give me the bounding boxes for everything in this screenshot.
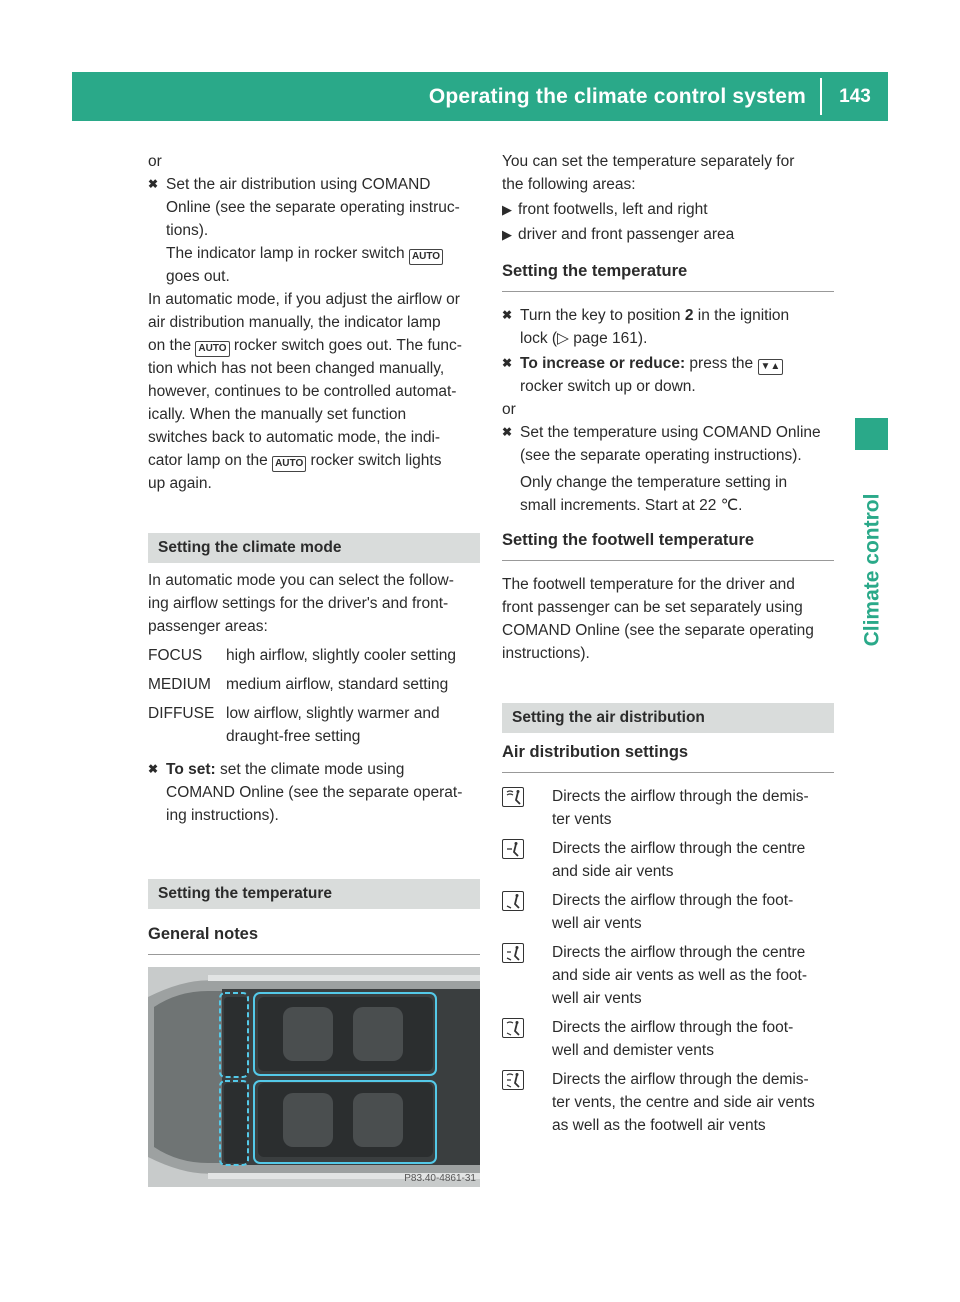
subheading-general-notes: General notes	[148, 923, 480, 955]
chapter-side-label: Climate control	[860, 493, 884, 647]
air-distribution-row: Directs the airflow through the demis- ter vents, the centre and side air vents as well as the footwell air vents	[502, 1068, 834, 1137]
step-increase-reduce: ✖ To increase or reduce: press the ▼▲ rocker switch up or down.	[502, 352, 834, 398]
step-arrow-icon: ✖	[148, 177, 159, 191]
chapter-tab-marker	[855, 418, 888, 450]
auto-symbol-icon: AUTO	[195, 341, 229, 357]
page-number: 143	[839, 86, 871, 107]
list-item: ▶ driver and front passenger area	[502, 223, 834, 246]
air-distribution-row: Directs the airflow through the centre and side air vents as well as the foot- well air vents	[502, 941, 834, 1010]
centre-footwell-icon	[502, 943, 524, 963]
bullet-icon: ▶	[502, 202, 512, 217]
mode-row-medium: MEDIUM medium airflow, standard setting	[148, 676, 449, 693]
climate-mode-intro: In automatic mode you can select the follow- ing airflow settings for the driver's and front- passenger areas:	[148, 572, 454, 635]
page-header	[72, 72, 888, 121]
section-banner-climate-mode: Setting the climate mode	[148, 533, 480, 563]
air-distribution-row: Directs the airflow through the demis- ter vents	[502, 785, 834, 831]
or-text: or	[502, 401, 516, 418]
step-arrow-icon: ✖	[502, 308, 513, 322]
step-turn-key: ✖ Turn the key to position 2 in the ignition lock (▷ page 161).	[502, 304, 834, 350]
demister-icon	[502, 787, 524, 807]
step-to-set: ✖ To set: set the climate mode using COMAND Online (see the separate operat- ing instructions).	[148, 758, 480, 827]
auto-symbol-icon: AUTO	[272, 456, 306, 472]
footwell-icon	[502, 891, 524, 911]
right-column: You can set the temperature separately for the following areas: ▶ front footwells, left and right ▶ driver and front passenger area Setting the temperature ✖ Turn the key to position 2 in the ignition lock (▷ page 161). ✖ To increase or reduce: press the ▼▲ rocker switch up or down. or ✖ Set the temperature using COMAND Online (see the separate operating instructions). Only change the temperature setting in small increments. Start at 22 ℃. Setting the footwell temperature The footwell temperature for the driver and front passenger can be set separately using COMAND Online (see the separate operating instructions). Setting the air distribution Air distribution settings Directs the airflow through the demis- ter vents Directs the airflow through the centre and side air vents Directs the airflow through the foot- well air vents Directs the airflow through the centre and side air vents as well as the foot- well air vents Directs the airflow through the foot- well and demister vents Directs the airflow through the demis- ter vents, the centre and side air vents as well as the footwell air vents	[502, 150, 834, 1137]
bullet-icon: ▶	[502, 227, 512, 242]
or-text: or	[148, 153, 162, 170]
centre-vents-icon	[502, 839, 524, 859]
list-item: ▶ front footwells, left and right	[502, 198, 834, 221]
step-arrow-icon: ✖	[502, 356, 513, 370]
subheading-footwell-temperature: Setting the footwell temperature	[502, 529, 834, 561]
footwell-demister-icon	[502, 1018, 524, 1038]
car-top-view-illustration	[148, 967, 480, 1187]
up-down-rocker-icon: ▼▲	[758, 359, 784, 375]
subheading-setting-temperature: Setting the temperature	[502, 260, 834, 292]
section-banner-temperature: Setting the temperature	[148, 879, 480, 909]
auto-symbol-icon: AUTO	[409, 249, 443, 265]
page-title: Operating the climate control system	[428, 85, 806, 108]
air-distribution-row: Directs the airflow through the foot- well and demister vents	[502, 1016, 834, 1062]
automatic-mode-paragraph: In automatic mode, if you adjust the airflow or air distribution manually, the indicator lamp on the AUTO rocker switch goes out. The func- tion which has not been changed manually, however, continues to be controlled automat- ically. When the manually set function switches back to automatic mode, the indi- cator lamp on the AUTO rocker switch lights up again.	[148, 291, 462, 492]
car-seating-figure	[148, 967, 480, 1187]
step-set-air-distribution: ✖ Set the air distribution using COMAND Online (see the separate operating instruc- tions). The indicator lamp in rocker switch AUTO goes out.	[148, 173, 480, 288]
air-distribution-row: Directs the airflow through the foot- well air vents	[502, 889, 834, 935]
mode-row-focus: FOCUS high airflow, slightly cooler setting	[148, 647, 457, 664]
step-comand-temperature: ✖ Set the temperature using COMAND Online (see the separate operating instructions). Only change the temperature setting in small increments. Start at 22 ℃.	[502, 421, 834, 517]
figure-code: P83.40-4861-31	[404, 1173, 476, 1184]
all-vents-icon	[502, 1070, 524, 1090]
subheading-air-distribution-settings: Air distribution settings	[502, 741, 834, 773]
footwell-paragraph: The footwell temperature for the driver and front passenger can be set separately using COMAND Online (see the separate operating instructions).	[502, 576, 814, 662]
step-arrow-icon: ✖	[148, 762, 159, 776]
mode-row-diffuse: DIFFUSE low airflow, slightly warmer and draught-free setting	[148, 705, 440, 745]
section-banner-air-distribution: Setting the air distribution	[502, 703, 834, 733]
step-arrow-icon: ✖	[502, 425, 513, 439]
left-column	[148, 150, 480, 1187]
air-distribution-row: Directs the airflow through the centre and side air vents	[502, 837, 834, 883]
